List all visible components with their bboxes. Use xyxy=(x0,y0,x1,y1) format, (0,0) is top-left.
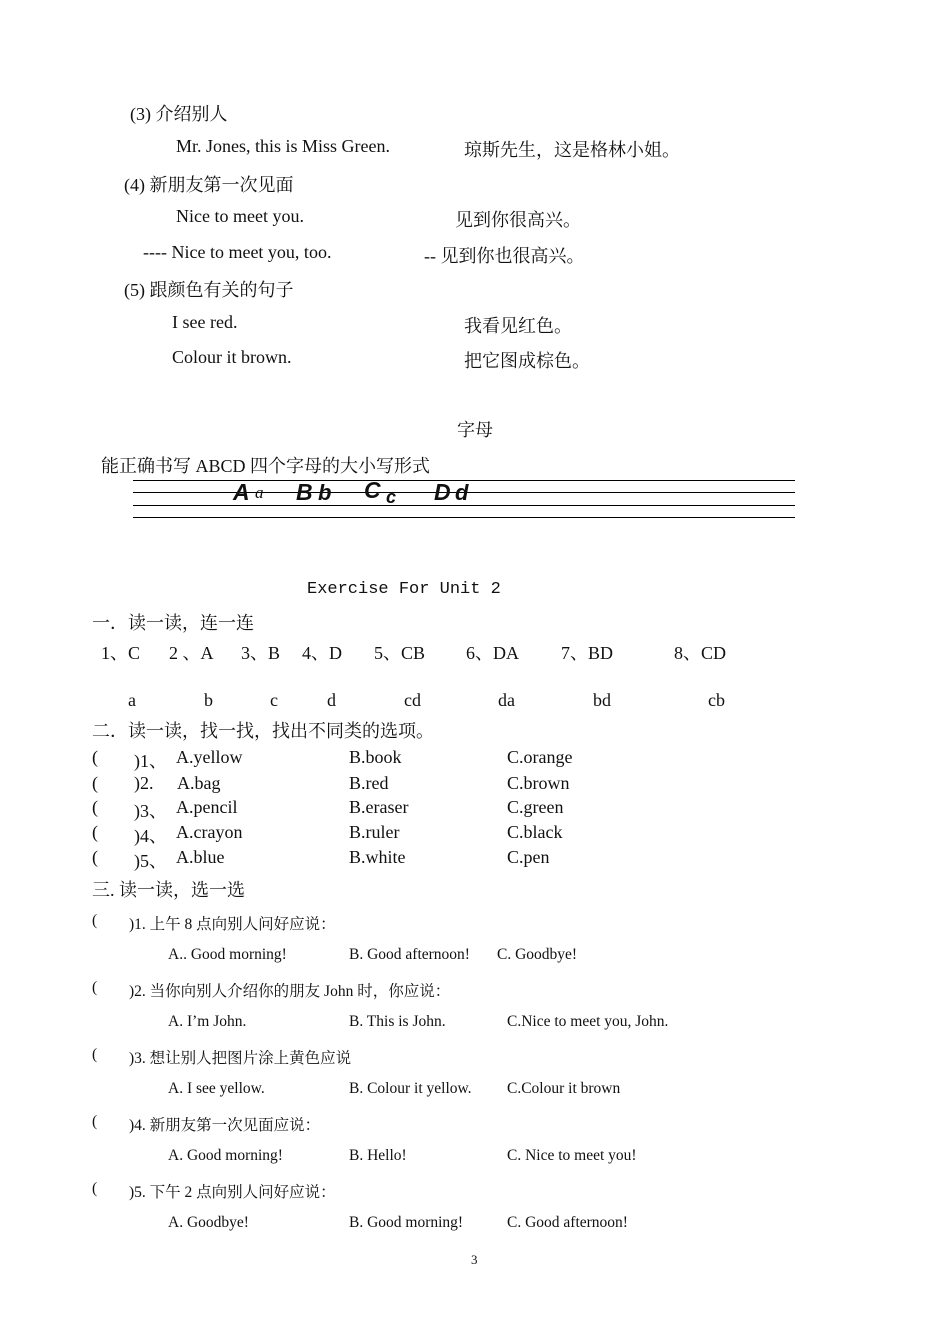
match-item: 5、CB xyxy=(374,643,426,663)
match-answer: c xyxy=(270,690,278,710)
section-5-chinese-1: 我看见红色。 xyxy=(464,316,572,336)
match-item: 3、B xyxy=(241,643,281,663)
section-5-english-2: Colour it brown. xyxy=(172,347,292,367)
match-item: 2 、A xyxy=(169,643,214,663)
option-a: A. I see yellow. xyxy=(168,1080,265,1097)
option-b: B. Colour it yellow. xyxy=(349,1080,472,1097)
answer-paren: ( xyxy=(92,847,98,867)
section-4-english-1: Nice to meet you. xyxy=(176,206,304,226)
option-a: A. Good morning! xyxy=(168,1147,283,1164)
answer-paren: ( xyxy=(92,1113,98,1130)
option-b: B. Hello! xyxy=(349,1147,407,1164)
letters-instruction: 能正确书写 ABCD 四个字母的大小写形式 xyxy=(101,456,431,476)
section-5-chinese-2: 把它图成棕色。 xyxy=(464,351,590,371)
question-text: )5. 下午 2 点向别人问好应说： xyxy=(129,1184,336,1201)
option-a: A.bag xyxy=(177,773,221,793)
option-b: B. Good afternoon! xyxy=(349,946,470,963)
question-number: )5、 xyxy=(134,851,167,871)
match-answer: cd xyxy=(404,690,421,710)
option-c: C. Goodbye! xyxy=(497,946,578,963)
option-a: A. I’m John. xyxy=(168,1013,247,1030)
match-answer: d xyxy=(327,690,336,710)
letter-B-upper: B xyxy=(296,479,313,505)
section-5-english-1: I see red. xyxy=(172,312,238,332)
option-b: B. Good morning! xyxy=(349,1214,464,1231)
match-answer: cb xyxy=(708,690,725,710)
option-a: A.yellow xyxy=(176,747,243,767)
exercise-title: Exercise For Unit 2 xyxy=(307,580,501,599)
option-c: C.brown xyxy=(507,773,570,793)
match-answer: bd xyxy=(593,690,611,710)
answer-paren: ( xyxy=(92,797,98,817)
match-item: 6、DA xyxy=(466,643,519,663)
part3-heading: 三. 读一读，选一选 xyxy=(92,880,245,900)
option-c: C.pen xyxy=(507,847,550,867)
match-answer: da xyxy=(498,690,515,710)
section-4-english-2: ---- Nice to meet you, too. xyxy=(143,242,332,262)
answer-paren: ( xyxy=(92,979,98,996)
question-number: )4、 xyxy=(134,826,167,846)
question-number: )2. xyxy=(134,773,154,793)
option-b: B.book xyxy=(349,747,402,767)
section-4-chinese-2: -- 见到你也很高兴。 xyxy=(424,246,585,266)
option-b: B.ruler xyxy=(349,822,400,842)
letter-d-lower: d xyxy=(455,480,469,505)
question-text: )1. 上午 8 点向别人问好应说： xyxy=(129,916,336,933)
answer-paren: ( xyxy=(92,912,98,929)
answer-paren: ( xyxy=(92,773,98,793)
match-item: 4、D xyxy=(302,643,342,663)
option-b: B.red xyxy=(349,773,389,793)
section-4-chinese-1: 见到你很高兴。 xyxy=(455,210,581,230)
answer-paren: ( xyxy=(92,822,98,842)
option-b: B.eraser xyxy=(349,797,409,817)
section-3-english: Mr. Jones, this is Miss Green. xyxy=(176,136,391,156)
option-c: C.Colour it brown xyxy=(507,1080,621,1097)
section-5-heading: (5) 跟颜色有关的句子 xyxy=(124,280,294,300)
section-3-chinese: 琼斯先生，这是格林小姐。 xyxy=(464,140,680,160)
page-number: 3 xyxy=(471,1252,478,1267)
letters-title: 字母 xyxy=(457,420,493,440)
letter-b-lower: b xyxy=(318,480,332,505)
option-c: C.black xyxy=(507,822,563,842)
part2-heading: 二．读一读，找一找，找出不同类的选项。 xyxy=(92,721,434,741)
option-c: C.Nice to meet you, John. xyxy=(507,1013,669,1030)
answer-paren: ( xyxy=(92,1046,98,1063)
answer-paren: ( xyxy=(92,1180,98,1197)
question-number: )1、 xyxy=(134,751,167,771)
option-c: C.orange xyxy=(507,747,573,767)
part1-heading: 一．读一读，连一连 xyxy=(92,613,254,633)
option-c: C. Good afternoon! xyxy=(507,1214,628,1231)
match-answer: b xyxy=(204,690,213,710)
question-text: )4. 新朋友第一次见面应说： xyxy=(129,1117,321,1134)
option-a: A. Goodbye! xyxy=(168,1214,249,1231)
option-a: A.blue xyxy=(176,847,225,867)
match-answer: a xyxy=(128,690,136,710)
option-a: A.. Good morning! xyxy=(168,946,287,963)
question-number: )3、 xyxy=(134,801,167,821)
letter-A-upper: A xyxy=(233,479,250,505)
option-a: A.crayon xyxy=(176,822,243,842)
section-4-heading: (4) 新朋友第一次见面 xyxy=(124,175,294,195)
option-a: A.pencil xyxy=(176,797,238,817)
option-b: B.white xyxy=(349,847,406,867)
match-item: 1、C xyxy=(101,643,141,663)
section-3-heading: (3) 介绍别人 xyxy=(130,104,228,124)
letter-a-lower: a xyxy=(255,483,264,502)
option-b: B. This is John. xyxy=(349,1013,446,1030)
answer-paren: ( xyxy=(92,747,98,767)
letter-D-upper: D xyxy=(434,479,451,505)
match-item: 8、CD xyxy=(674,643,727,663)
match-item: 7、BD xyxy=(561,643,614,663)
option-c: C. Nice to meet you! xyxy=(507,1147,637,1164)
question-text: )3. 想让别人把图片涂上黄色应说 xyxy=(129,1050,352,1067)
question-text: )2. 当你向别人介绍你的朋友 John 时，你应说： xyxy=(129,983,451,1000)
letter-C-upper: C xyxy=(364,477,381,503)
letter-c-lower: c xyxy=(386,487,397,507)
option-c: C.green xyxy=(507,797,564,817)
